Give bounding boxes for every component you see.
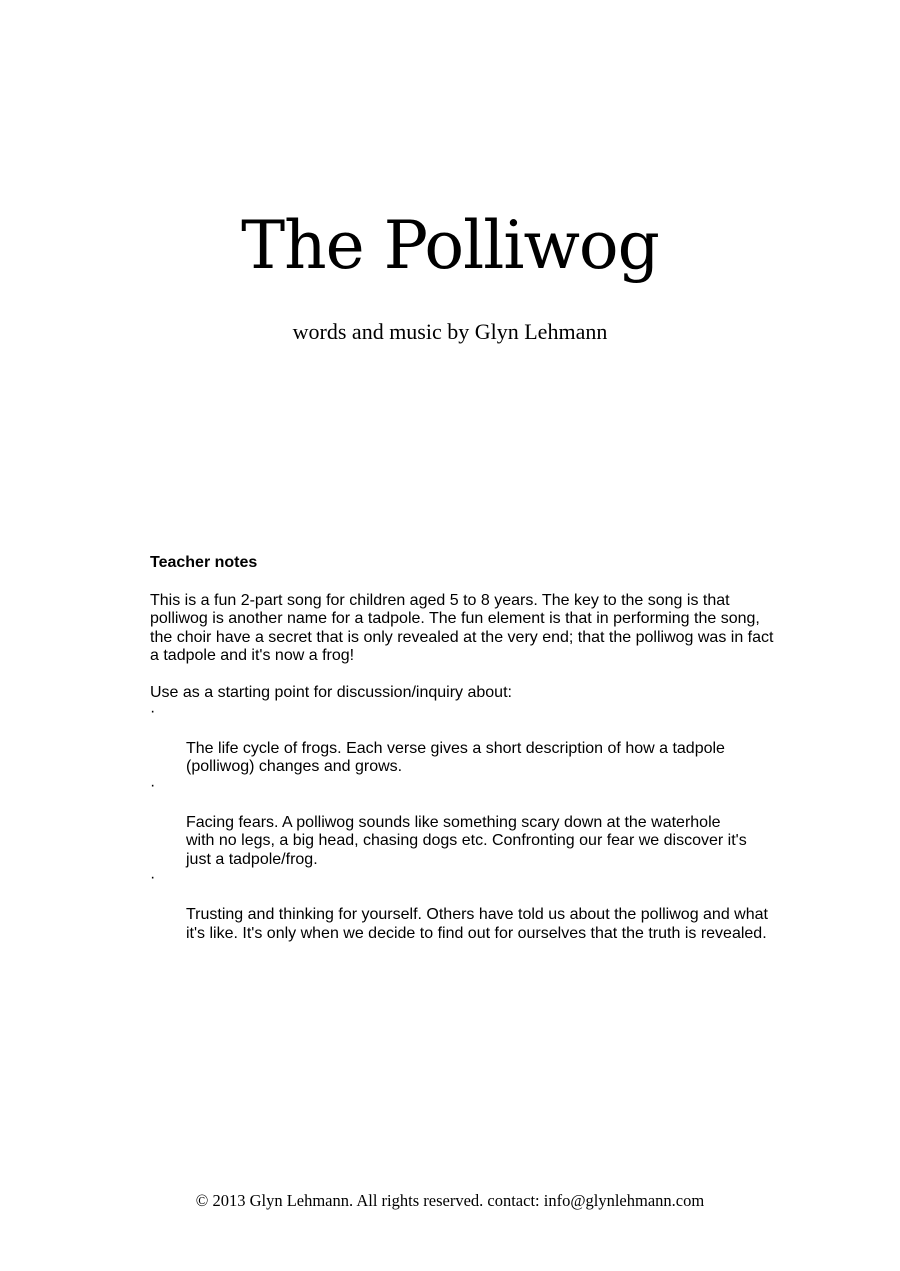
bullet-icon: · [150,776,156,794]
list-item [150,869,810,943]
discussion-list [150,703,810,944]
bullet-icon: · [150,702,156,720]
discussion-list-intro: Use as a starting point for discussion/inquiry about: [150,684,512,701]
page-subtitle: words and music by Glyn Lehmann [292,319,608,344]
footer-copyright: © 2013 Glyn Lehmann. All rights reserved. contact: info@glynlehmann.com [195,1191,705,1210]
list-item-text: Facing fears. A polliwog sounds like something scary down at the waterhole with no legs, a big head, chasing dogs etc. Confronting our fear we discover it's just a tadpole/frog. [186,813,747,868]
teacher-notes-heading: Teacher notes [150,554,258,571]
list-item-text: The life cycle of frogs. Each verse gives a short description of how a tadpole (polliwog) changes and grows. [186,739,725,775]
bullet-icon: · [150,869,156,886]
teacher-notes-section [150,554,810,943]
list-item [150,703,810,777]
list-item [150,777,810,870]
teacher-notes-intro: This is a fun 2-part song for children aged 5 to 8 years. The key to the song is that polliwog is another name for a tadpole. The fun element is that in performing the song, the choir have a secret that is only revealed at the very end; that the polliwog was in fact a tadpole and it's now a frog! [150,591,774,664]
page-title: The Polliwog [241,207,659,284]
list-item-text: Trusting and thinking for yourself. Others have told us about the polliwog and what it's like. It's only when we decide to find out for ourselves that the truth is revealed. [186,906,768,942]
